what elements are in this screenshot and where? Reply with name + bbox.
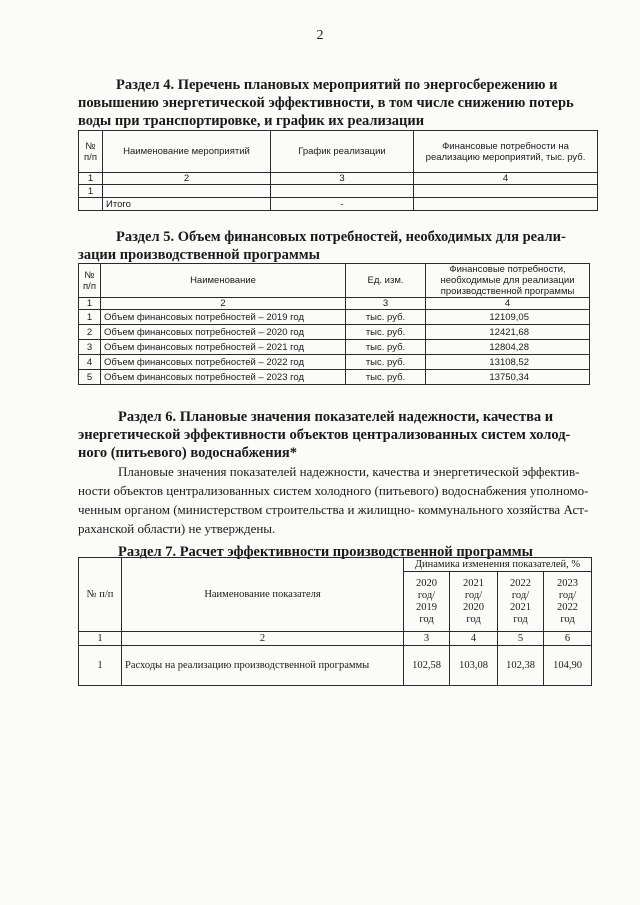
header-name: Наименование <box>101 264 346 298</box>
table-header-row <box>79 131 598 173</box>
row-name: Расходы на реализацию производственной программы <box>122 646 404 686</box>
row-num: 3 <box>79 340 101 355</box>
section5-table <box>78 263 590 385</box>
row-name: Объем финансовых потребностей – 2019 год <box>101 310 346 325</box>
page-number: 2 <box>316 28 324 43</box>
table-row <box>79 370 590 385</box>
col-number: 6 <box>544 632 592 646</box>
header-num: № п/п <box>79 558 122 632</box>
section6-heading-line1: Раздел 6. Плановые значения показателей надежности, качества и <box>118 409 554 425</box>
section6-heading-line2: энергетической эффективности объектов централизованных систем холод- <box>78 427 571 443</box>
header-finance: Финансовые потребности, необходимые для реализации производственной программы <box>426 264 590 298</box>
row-num: 5 <box>79 370 101 385</box>
row-value: 102,38 <box>498 646 544 686</box>
section4-table <box>78 130 598 211</box>
col-number: 3 <box>271 173 414 185</box>
row-schedule <box>271 185 414 198</box>
row-unit: тыс. руб. <box>346 325 426 340</box>
table-row <box>79 185 598 198</box>
row-value: 13108,52 <box>426 355 590 370</box>
col-number: 2 <box>103 173 271 185</box>
column-number-row <box>79 632 592 646</box>
header-period: 2022 год/ 2021 год <box>498 572 544 632</box>
col-number: 5 <box>498 632 544 646</box>
header-finance: Финансовые потребности на реализацию мероприятий, тыс. руб. <box>414 131 598 173</box>
paragraph-line: ченным органом (министерством строительства и жилищно- коммунального хозяйства Аст- <box>78 502 589 517</box>
section7-table <box>78 557 592 686</box>
col-number: 4 <box>450 632 498 646</box>
header-period: 2020 год/ 2019 год <box>404 572 450 632</box>
header-name: Наименование мероприятий <box>103 131 271 173</box>
section7-heading: Раздел 7. Расчет эффективности производственной программы <box>118 544 533 560</box>
row-name: Объем финансовых потребностей – 2022 год <box>101 355 346 370</box>
section4-heading-line3: воды при транспортировке, и график их реализации <box>78 113 425 129</box>
row-num: 1 <box>79 310 101 325</box>
col-number: 1 <box>79 632 122 646</box>
row-value: 104,90 <box>544 646 592 686</box>
header-period: 2023 год/ 2022 год <box>544 572 592 632</box>
header-num: № п/п <box>79 264 101 298</box>
section5-heading-line2: зации производственной программы <box>78 247 320 263</box>
header-unit: Ед. изм. <box>346 264 426 298</box>
section6-paragraph <box>78 462 598 538</box>
col-number: 3 <box>404 632 450 646</box>
col-number: 3 <box>346 298 426 310</box>
col-number: 4 <box>426 298 590 310</box>
row-value: 12109,05 <box>426 310 590 325</box>
section5-heading-line1: Раздел 5. Объем финансовых потребностей, необходимых для реали- <box>116 229 566 245</box>
row-value: 103,08 <box>450 646 498 686</box>
header-dynamics: Динамика изменения показателей, % <box>404 558 592 572</box>
row-value: 12804,28 <box>426 340 590 355</box>
total-label: Итого <box>103 198 271 211</box>
row-num: 2 <box>79 325 101 340</box>
col-number: 1 <box>79 298 101 310</box>
row-name <box>103 185 271 198</box>
table-row <box>79 355 590 370</box>
column-number-row <box>79 298 590 310</box>
row-name: Объем финансовых потребностей – 2020 год <box>101 325 346 340</box>
table-header-row <box>79 264 590 298</box>
paragraph-line: ности объектов централизованных систем холодного (питьевого) водоснабжения уполномо- <box>78 483 589 498</box>
table-row <box>79 310 590 325</box>
total-finance <box>414 198 598 211</box>
row-unit: тыс. руб. <box>346 355 426 370</box>
section4-heading <box>78 76 598 130</box>
row-unit: тыс. руб. <box>346 370 426 385</box>
table-header-row <box>79 558 592 572</box>
row-unit: тыс. руб. <box>346 340 426 355</box>
total-schedule: - <box>271 198 414 211</box>
col-number: 2 <box>101 298 346 310</box>
table-row <box>79 325 590 340</box>
section5-heading <box>78 228 598 264</box>
total-row <box>79 198 598 211</box>
row-num: 4 <box>79 355 101 370</box>
header-name: Наименование показателя <box>122 558 404 632</box>
table-row <box>79 646 592 686</box>
section4-heading-line1: Раздел 4. Перечень плановых мероприятий по энергосбережению и <box>116 77 558 93</box>
row-name: Объем финансовых потребностей – 2021 год <box>101 340 346 355</box>
total-num <box>79 198 103 211</box>
paragraph-line: Плановые значения показателей надежности, качества и энергетической эффектив- <box>118 464 580 479</box>
row-num: 1 <box>79 646 122 686</box>
col-number: 4 <box>414 173 598 185</box>
header-period: 2021 год/ 2020 год <box>450 572 498 632</box>
col-number: 2 <box>122 632 404 646</box>
section4-heading-line2: повышению энергетической эффективности, в том числе снижению потерь <box>78 95 574 111</box>
table-row <box>79 340 590 355</box>
paragraph-line: раханской области) не утверждены. <box>78 521 276 536</box>
row-unit: тыс. руб. <box>346 310 426 325</box>
section6-heading-line3: ного (питьевого) водоснабжения* <box>78 445 298 461</box>
header-num: № п/п <box>79 131 103 173</box>
row-num: 1 <box>79 185 103 198</box>
section6-heading <box>78 408 598 462</box>
header-schedule: График реализации <box>271 131 414 173</box>
row-finance <box>414 185 598 198</box>
row-value: 13750,34 <box>426 370 590 385</box>
column-number-row <box>79 173 598 185</box>
row-name: Объем финансовых потребностей – 2023 год <box>101 370 346 385</box>
row-value: 102,58 <box>404 646 450 686</box>
col-number: 1 <box>79 173 103 185</box>
row-value: 12421,68 <box>426 325 590 340</box>
